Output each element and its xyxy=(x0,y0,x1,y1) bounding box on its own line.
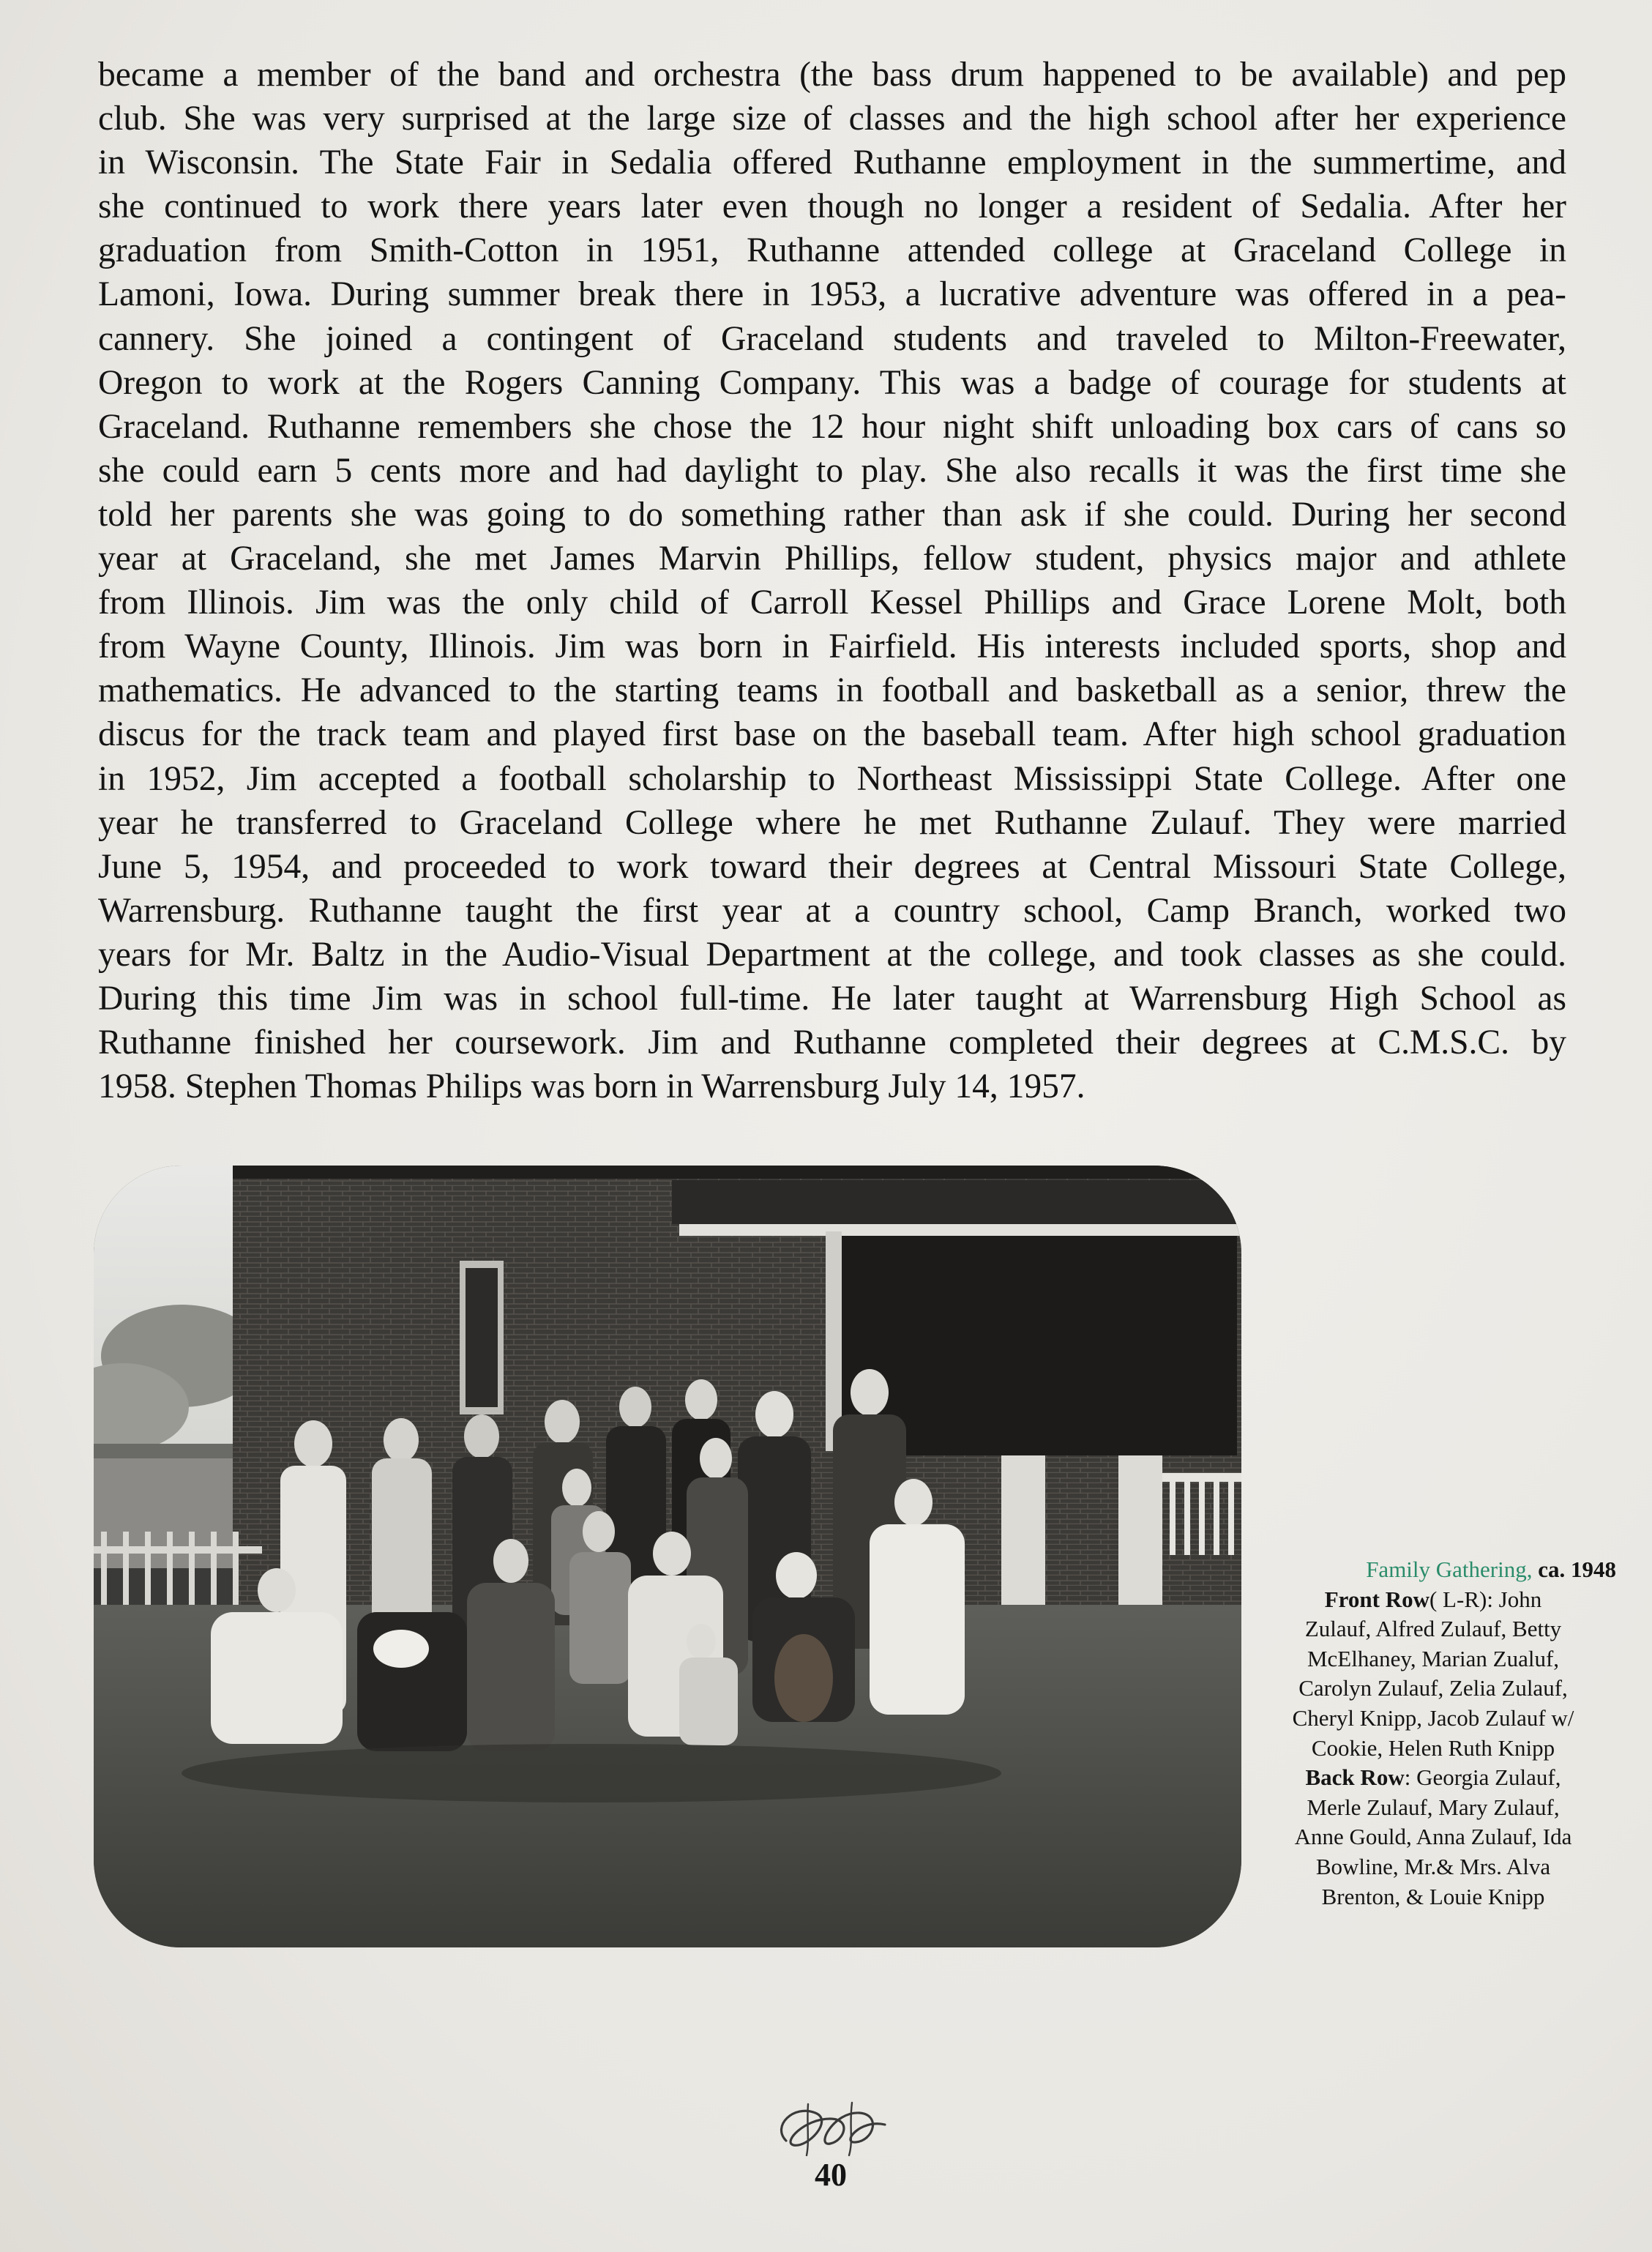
caption-front-row xyxy=(1250,1585,1616,1764)
caption-back-row xyxy=(1250,1763,1616,1912)
caption-line: Cookie, Helen Ruth Knipp xyxy=(1311,1734,1555,1761)
text-line: years for Mr. Baltz in the Audio-Visual Department at the college, and took classes as she could. xyxy=(98,935,1566,974)
text-line: became a member of the band and orchestra (the bass drum happened to be available) and pep xyxy=(98,56,1566,94)
caption-line: ( L-R): John xyxy=(1429,1586,1542,1612)
text-line: discus for the track team and played first base on the baseball team. After high school graduation xyxy=(98,715,1566,754)
caption-line: Cheryl Knipp, Jacob Zulauf w/ xyxy=(1292,1704,1574,1731)
text-line: cannery. She joined a contingent of Graceland students and traveled to Milton-Freewater, xyxy=(98,319,1566,358)
text-line: club. She was very surprised at the large size of classes and the high school after her experience xyxy=(98,100,1566,138)
caption-line: : Georgia Zulauf, xyxy=(1404,1764,1561,1791)
caption-title-line xyxy=(1250,1555,1616,1585)
text-line: she continued to work there years later even though no longer a resident of Sedalia. After her xyxy=(98,187,1566,226)
text-line: she could earn 5 cents more and had daylight to play. She also recalls it was the first time she xyxy=(98,451,1566,490)
caption-line: McElhaney, Marian Zualuf, xyxy=(1307,1645,1560,1671)
caption-line: Brenton, & Louie Knipp xyxy=(1321,1883,1545,1909)
text-line: Graceland. Ruthanne remembers she chose the 12 hour night shift unloading box cars of cans so xyxy=(98,407,1566,446)
caption-line: Anne Gould, Anna Zulauf, Ida xyxy=(1294,1824,1572,1850)
family-photo xyxy=(94,1166,1241,1947)
family-photo-illustration xyxy=(94,1166,1241,1947)
text-line: mathematics. He advanced to the starting teams in football and basketball as a senior, threw the xyxy=(98,671,1566,710)
caption-line: Zulauf, Alfred Zulauf, Betty xyxy=(1304,1616,1562,1642)
text-line: told her parents she was going to do something rather than ask if she could. During her second xyxy=(98,495,1566,534)
text-line: During this time Jim was in school full-time. He later taught at Warrensburg High School as xyxy=(98,979,1566,1018)
text-line: Oregon to work at the Rogers Canning Company. This was a badge of courage for students at xyxy=(98,363,1566,402)
text-line: graduation from Smith-Cotton in 1951, Ruthanne attended college at Graceland College in xyxy=(98,231,1566,270)
text-line: in Wisconsin. The State Fair in Sedalia offered Ruthanne employment in the summertime, and xyxy=(98,143,1566,182)
monogram-ornament-icon xyxy=(764,2097,903,2158)
text-line: year he transferred to Graceland College where he met Ruthanne Zulauf. They were married xyxy=(98,803,1566,842)
text-line: 1958. Stephen Thomas Philips was born in Warrensburg July 14, 1957. xyxy=(98,1067,1085,1106)
front-row-label: Front Row xyxy=(1324,1586,1429,1612)
photo-caption xyxy=(1250,1555,1616,1912)
text-line: from Wayne County, Illinois. Jim was born in Fairfield. His interests included sports, shop and xyxy=(98,627,1566,666)
caption-line: Carolyn Zulauf, Zelia Zulauf, xyxy=(1298,1675,1568,1701)
text-line: June 5, 1954, and proceeded to work toward their degrees at Central Missouri State College, xyxy=(98,847,1566,886)
text-line: Ruthanne finished her coursework. Jim and Ruthanne completed their degrees at C.M.S.C. by xyxy=(98,1024,1566,1062)
caption-line: Merle Zulauf, Mary Zulauf, xyxy=(1307,1794,1560,1820)
text-line: Warrensburg. Ruthanne taught the first year at a country school, Camp Branch, worked two xyxy=(98,891,1566,930)
caption-line: Bowline, Mr.& Mrs. Alva xyxy=(1315,1853,1551,1879)
text-line: in 1952, Jim accepted a football scholarship to Northeast Mississippi State College. After one xyxy=(98,759,1566,798)
caption-title: Family Gathering, xyxy=(1366,1556,1533,1582)
text-line: year at Graceland, she met James Marvin Phillips, fellow student, physics major and athlete xyxy=(98,540,1566,578)
text-line: from Illinois. Jim was the only child of Carroll Kessel Phillips and Grace Lorene Molt, both xyxy=(98,583,1566,622)
page-number: 40 xyxy=(815,2157,847,2193)
caption-date: ca. 1948 xyxy=(1538,1556,1616,1582)
text-line: Lamoni, Iowa. During summer break there in 1953, a lucrative adventure was offered in a pea- xyxy=(98,275,1566,314)
body-text xyxy=(98,53,1566,1108)
back-row-label: Back Row xyxy=(1305,1764,1405,1791)
